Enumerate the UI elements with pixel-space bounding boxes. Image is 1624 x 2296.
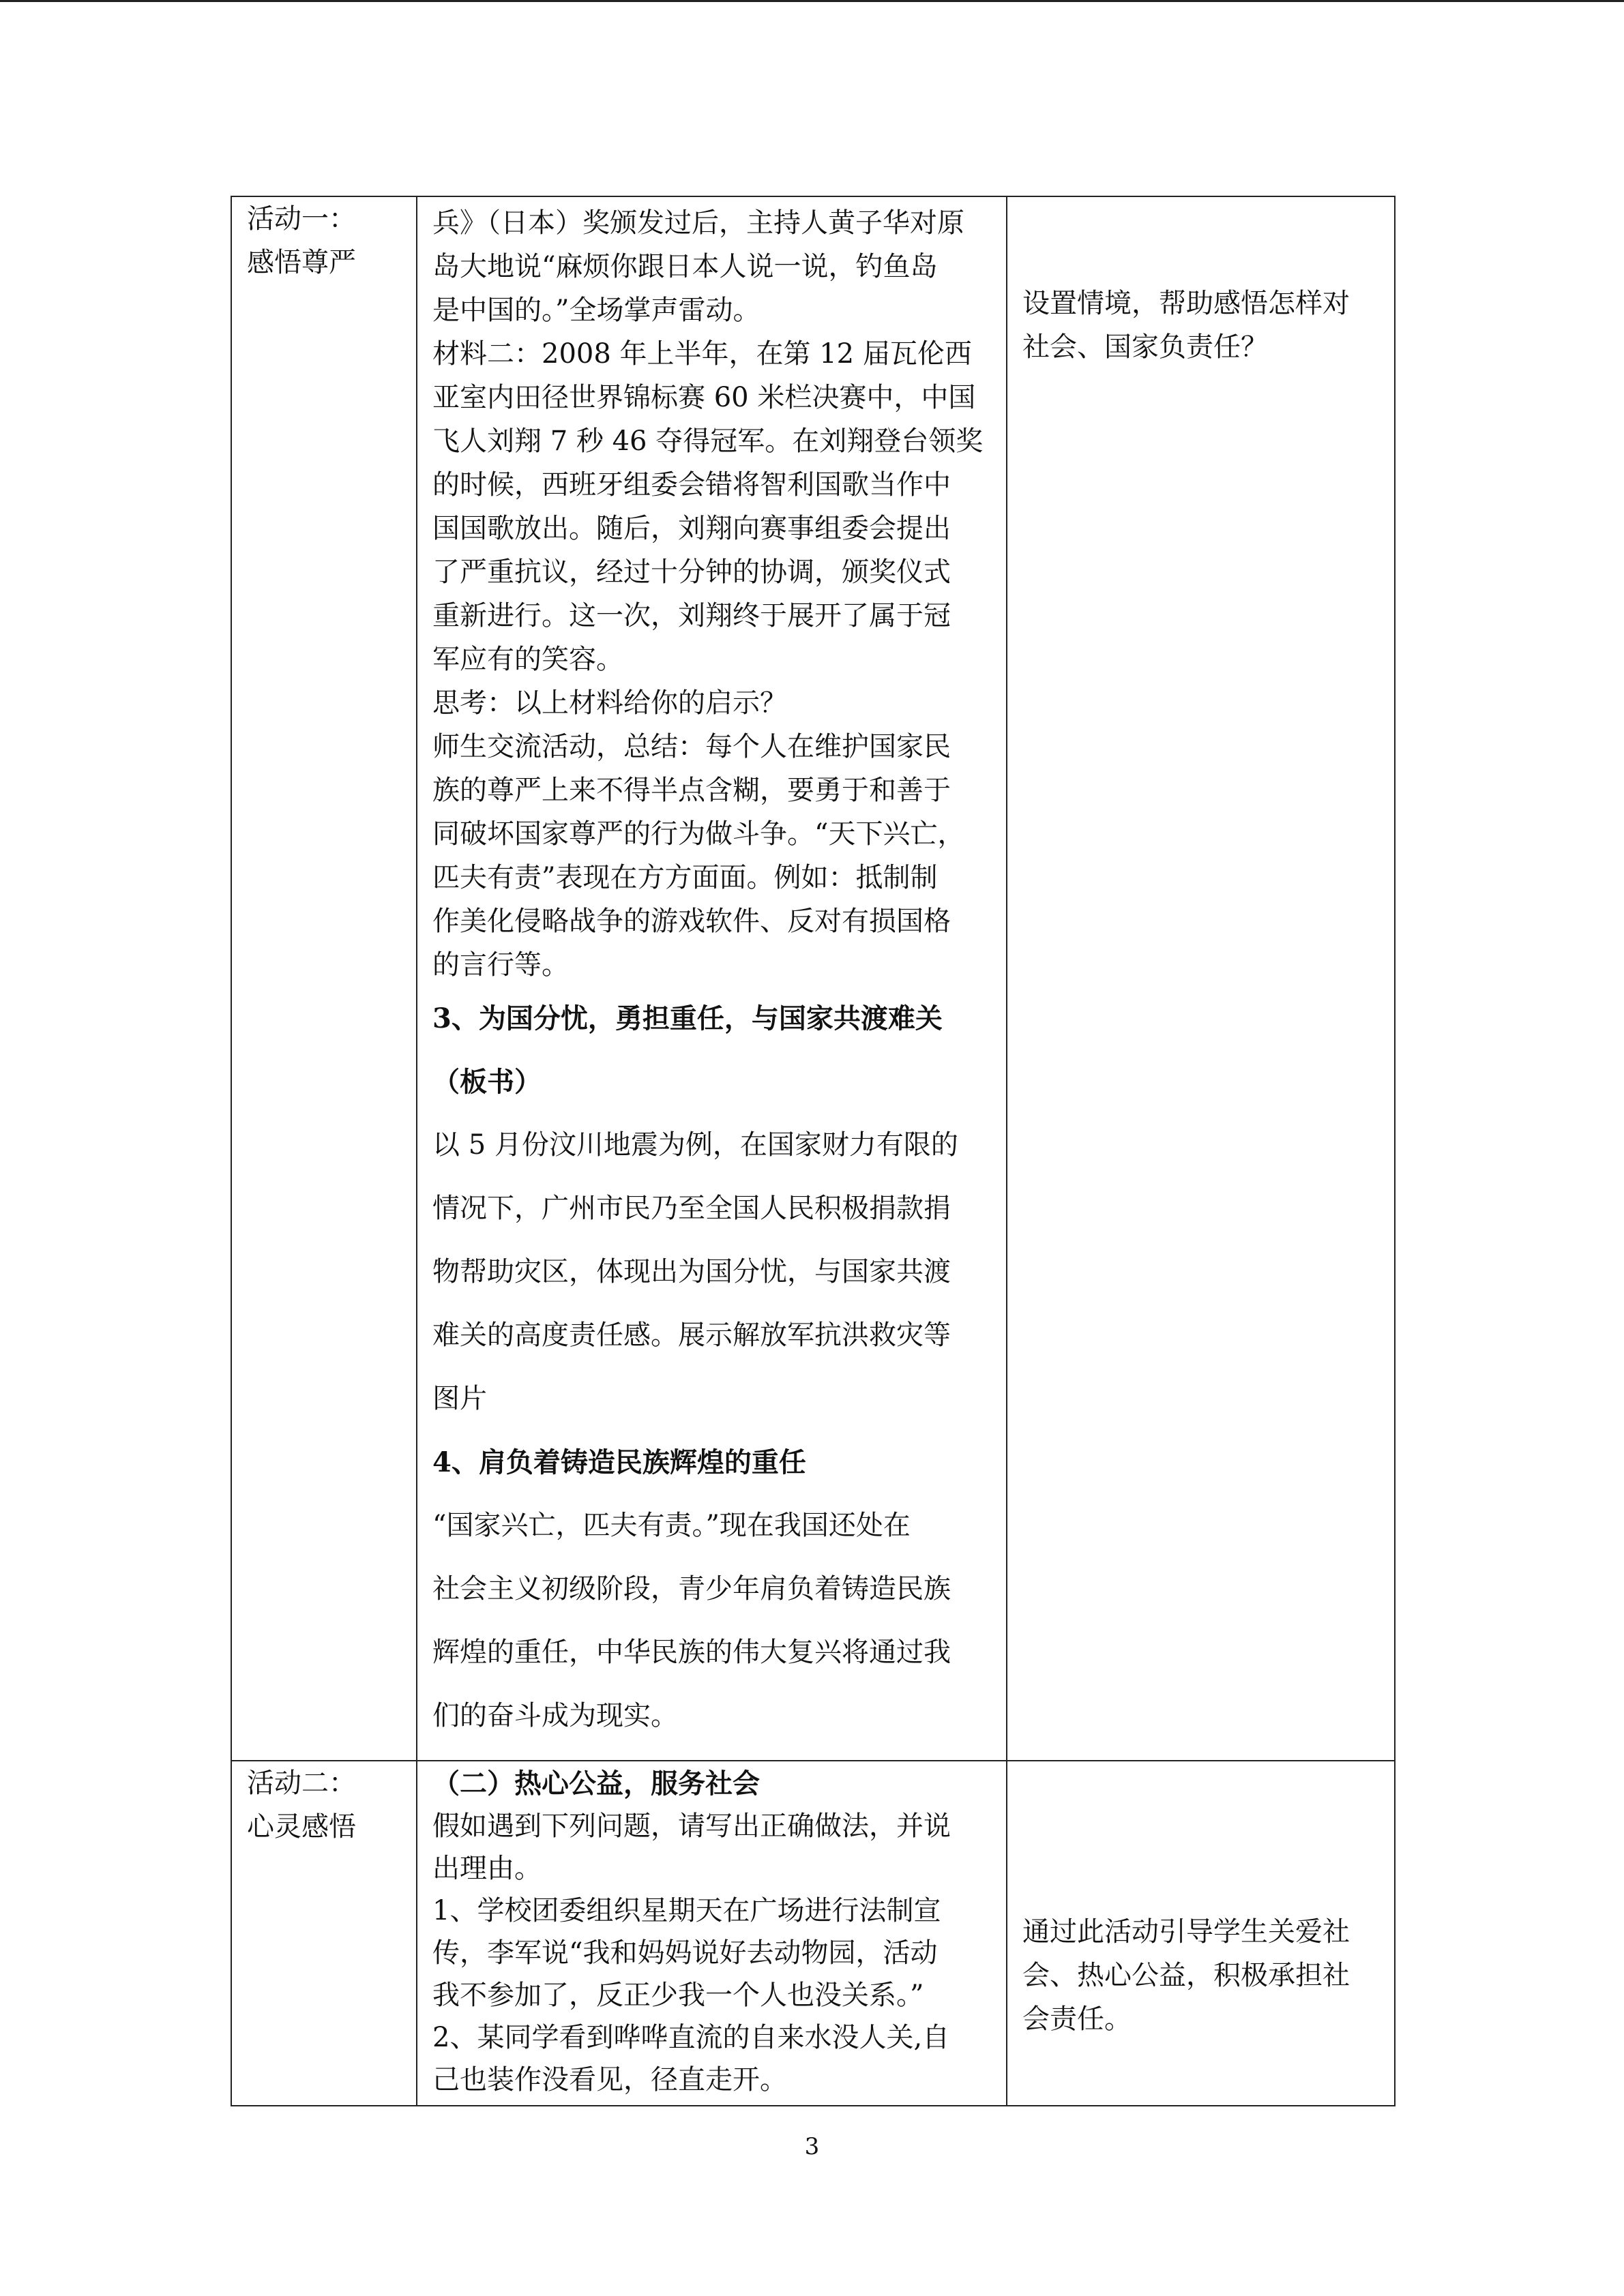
content-line: 国国歌放出。随后，刘翔向赛事组委会提出 bbox=[432, 513, 951, 544]
activity-content-cell bbox=[417, 196, 1007, 1761]
intent-line: 社会、国家负责任？ bbox=[1022, 331, 1268, 363]
content-line: 己也装作没看见，径直走开。 bbox=[432, 2064, 787, 2096]
content-line: 社会主义初级阶段，青少年肩负着铸造民族 bbox=[432, 1573, 951, 1605]
content-line: 重新进行。这一次，刘翔终于展开了属于冠 bbox=[432, 600, 951, 631]
content-line: 岛大地说“麻烦你跟日本人说一说，钓鱼岛 bbox=[432, 251, 938, 282]
content-line: 的言行等。 bbox=[432, 949, 569, 981]
activity-label-line: 感悟尊严 bbox=[247, 247, 356, 278]
top-border-line bbox=[0, 0, 1624, 2]
content-line: 1、学校团委组织星期天在广场进行法制宣 bbox=[432, 1895, 941, 1926]
content-line: 思考：以上材料给你的启示？ bbox=[432, 687, 787, 719]
intent-line: 会、热心公益，积极承担社 bbox=[1022, 1960, 1350, 1991]
activity-label-cell bbox=[231, 1761, 417, 2106]
design-intent-cell bbox=[1007, 1761, 1395, 2106]
activity-label-cell bbox=[231, 196, 417, 1761]
content-line: 飞人刘翔 7 秒 46 夺得冠军。在刘翔登台领奖 bbox=[432, 426, 984, 457]
content-line: 同破坏国家尊严的行为做斗争。“天下兴亡， bbox=[432, 818, 965, 850]
content-line: 材料二：2008 年上半年，在第 12 届瓦伦西 bbox=[432, 338, 972, 370]
content-line: 军应有的笑容。 bbox=[432, 644, 623, 675]
content-line: 匹夫有责”表现在方方面面。例如：抵制制 bbox=[432, 862, 938, 893]
content-line: 难关的高度责任感。展示解放军抗洪救灾等 bbox=[432, 1320, 951, 1351]
section-heading-3: 3、为国分忧，勇担重任，与国家共渡难关 bbox=[432, 1002, 943, 1034]
content-line: “国家兴亡，匹夫有责。”现在我国还处在 bbox=[432, 1510, 911, 1541]
content-line: 以 5 月份汶川地震为例，在国家财力有限的 bbox=[432, 1129, 958, 1161]
page-number: 3 bbox=[804, 2133, 820, 2160]
content-line: 2、某同学看到哗哗直流的自来水没人关,自 bbox=[432, 2022, 950, 2053]
table-row-activity-2 bbox=[231, 1761, 1395, 2106]
intent-line: 会责任。 bbox=[1022, 2003, 1132, 2035]
activity-label-line: 心灵感悟 bbox=[247, 1811, 356, 1843]
content-line: 情况下，广州市民乃至全国人民积极捐款捐 bbox=[432, 1193, 951, 1224]
content-line: 的时候，西班牙组委会错将智利国歌当作中 bbox=[432, 469, 951, 501]
lesson-plan-table bbox=[231, 196, 1396, 2106]
section-heading-4: 4、肩负着铸造民族辉煌的重任 bbox=[432, 1446, 806, 1478]
content-line: 假如遇到下列问题，请写出正确做法，并说 bbox=[432, 1810, 951, 1842]
content-line: 辉煌的重任，中华民族的伟大复兴将通过我 bbox=[432, 1637, 951, 1668]
content-line: 兵》（日本）奖颁发过后，主持人黄子华对原 bbox=[432, 207, 964, 239]
table-row-activity-1 bbox=[231, 196, 1395, 1761]
content-line: 出理由。 bbox=[432, 1853, 542, 1884]
content-line: 亚室内田径世界锦标赛 60 米栏决赛中，中国 bbox=[432, 382, 976, 413]
activity-label-line: 活动一： bbox=[247, 203, 356, 235]
section-heading-3-note: （板书） bbox=[432, 1066, 542, 1098]
content-line: 是中国的。”全场掌声雷动。 bbox=[432, 295, 761, 326]
content-line: 族的尊严上来不得半点含糊，要勇于和善于 bbox=[432, 775, 951, 806]
content-line: 师生交流活动，总结：每个人在维护国家民 bbox=[432, 731, 951, 762]
content-line: 物帮助灾区，体现出为国分忧，与国家共渡 bbox=[432, 1256, 951, 1287]
content-line: 们的奋斗成为现实。 bbox=[432, 1700, 678, 1731]
intent-line: 设置情境，帮助感悟怎样对 bbox=[1022, 288, 1350, 319]
content-line: 我不参加了，反正少我一个人也没关系。” bbox=[432, 1980, 924, 2011]
content-line: 图片 bbox=[432, 1383, 487, 1414]
content-line: 作美化侵略战争的游戏软件、反对有损国格 bbox=[432, 906, 951, 937]
content-line: 传，李军说“我和妈妈说好去动物园，活动 bbox=[432, 1937, 938, 1969]
activity-content-cell bbox=[417, 1761, 1007, 2106]
intent-line: 通过此活动引导学生关爱社 bbox=[1022, 1916, 1350, 1948]
content-line: 了严重抗议，经过十分钟的协调，颁奖仪式 bbox=[432, 556, 951, 588]
section-heading: （二）热心公益，服务社会 bbox=[432, 1768, 760, 1800]
activity-label-line: 活动二： bbox=[247, 1768, 356, 1799]
design-intent-cell bbox=[1007, 196, 1395, 1761]
